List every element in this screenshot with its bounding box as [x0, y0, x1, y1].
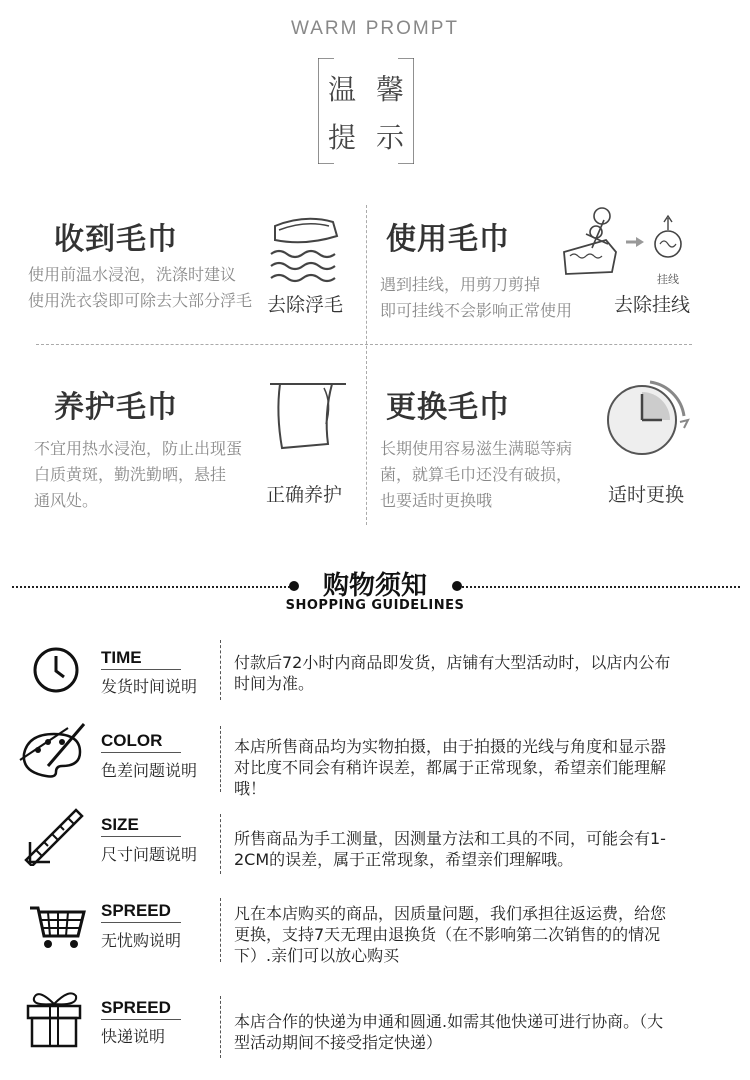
guideline-text-line: 哦！ — [234, 779, 267, 798]
care-caption: 去除挂线 — [614, 294, 691, 316]
care-divider-vertical — [366, 205, 367, 525]
clock-icon — [602, 376, 692, 466]
guideline-text — [234, 1011, 714, 1053]
seal-char: 提 — [327, 121, 356, 154]
icon-label-hanging-thread: 挂线 — [657, 273, 679, 286]
care-caption: 适时更换 — [608, 484, 685, 506]
guideline-separator — [220, 814, 221, 874]
guideline-text-line: 凡在本店购买的商品，因质量问题，我们承担往返运费，给您 — [234, 904, 667, 923]
guidelines-title: 购物须知 — [322, 571, 427, 601]
guideline-text-line: 2CM的误差，属于正常现象，希望亲们理解哦。 — [234, 850, 574, 869]
seal-char: 示 — [375, 121, 404, 154]
care-desc-line: 使用前温水浸泡，洗涤时建议 — [28, 265, 237, 284]
clock-icon — [32, 646, 80, 694]
guideline-text-line: 本店所售商品均为实物拍摄，由于拍摄的光线与角度和显示器 — [234, 737, 667, 756]
guideline-text-line: 本店合作的快递为申通和圆通.如需其他快递可进行协商。（大 — [234, 1012, 664, 1031]
care-desc-line: 也要适时更换哦 — [380, 491, 493, 510]
guideline-subheading: 色差问题说明 — [101, 761, 198, 780]
care-caption: 去除浮毛 — [267, 294, 344, 316]
care-desc — [380, 436, 610, 514]
care-title: 养护毛巾 — [54, 390, 178, 425]
care-desc-line: 遇到挂线，用剪刀剪掉 — [380, 275, 541, 294]
guideline-separator — [220, 898, 221, 962]
guideline-subheading: 尺寸问题说明 — [101, 845, 198, 864]
guideline-text-line: 付款后72小时内商品即发货，店铺有大型活动时，以店内公布 — [234, 653, 671, 672]
seal-char: 馨 — [375, 73, 404, 106]
guideline-heading: TIME — [101, 648, 142, 667]
care-title: 使用毛巾 — [386, 222, 510, 257]
guideline-separator — [220, 640, 221, 700]
warm-prompt-title: WARM PROMPT — [290, 18, 459, 39]
palette-icon — [18, 720, 88, 780]
guideline-separator — [220, 726, 221, 792]
care-desc-line: 不宜用热水浸泡，防止出现蛋 — [34, 439, 243, 458]
guideline-heading: SIZE — [101, 815, 139, 834]
guideline-text — [234, 828, 714, 870]
guideline-underline — [101, 836, 181, 837]
guideline-subheading: 发货时间说明 — [101, 677, 198, 696]
guideline-text-line: 型活动期间不接受指定快递） — [234, 1033, 443, 1052]
care-desc-line: 通风处。 — [34, 491, 99, 510]
guideline-text-line: 时间为准。 — [234, 674, 315, 693]
guideline-text-line: 下）.亲们可以放心购买 — [234, 946, 400, 965]
care-desc-line: 使用洗衣袋即可除去大部分浮毛 — [28, 291, 253, 310]
care-desc-line: 菌，就算毛巾还没有破损， — [380, 465, 573, 484]
care-desc-line: 即可挂线不会影响正常使用 — [380, 301, 573, 320]
care-title: 更换毛巾 — [386, 390, 510, 425]
guideline-subheading: 无忧购说明 — [101, 931, 182, 950]
guideline-underline — [101, 1019, 181, 1020]
care-desc — [34, 436, 264, 514]
guideline-underline — [101, 752, 181, 753]
care-desc-line: 白质黄斑，勤洗勤晒，悬挂 — [34, 465, 227, 484]
guideline-text-line: 更换，支持7天无理由退换货（在不影响第二次销售的的情况 — [234, 925, 661, 944]
guideline-subheading: 快递说明 — [101, 1027, 166, 1046]
guideline-heading: SPREED — [101, 998, 171, 1017]
warm-tips-seal — [318, 58, 414, 164]
guideline-text — [234, 652, 714, 694]
gift-box-icon — [24, 986, 84, 1050]
guideline-underline — [101, 669, 181, 670]
guideline-separator — [220, 996, 221, 1058]
care-caption: 正确养护 — [266, 484, 343, 506]
care-desc-line: 长期使用容易滋生满聪等病 — [380, 439, 573, 458]
hanging-towel-icon — [268, 374, 348, 454]
guideline-heading: COLOR — [101, 731, 163, 750]
care-title: 收到毛巾 — [54, 222, 178, 257]
care-divider-horizontal — [36, 344, 692, 345]
guideline-text-line: 所售商品为手工测量，因测量方法和工具的不同，可能会有1- — [234, 829, 666, 848]
folded-towel-icon — [265, 206, 345, 286]
guideline-text-line: 对比度不同会有稍许误差，都属于正常现象，希望亲们能理解 — [234, 758, 667, 777]
guideline-text — [234, 736, 714, 799]
seal-char: 温 — [327, 73, 356, 106]
guideline-text — [234, 903, 714, 966]
care-desc — [28, 262, 278, 314]
guideline-heading: SPREED — [101, 901, 171, 920]
shopping-cart-icon — [30, 902, 86, 952]
ruler-pencil-icon — [22, 806, 86, 866]
guidelines-subtitle: SHOPPING GUIDELINES — [285, 598, 465, 613]
guideline-underline — [101, 922, 181, 923]
